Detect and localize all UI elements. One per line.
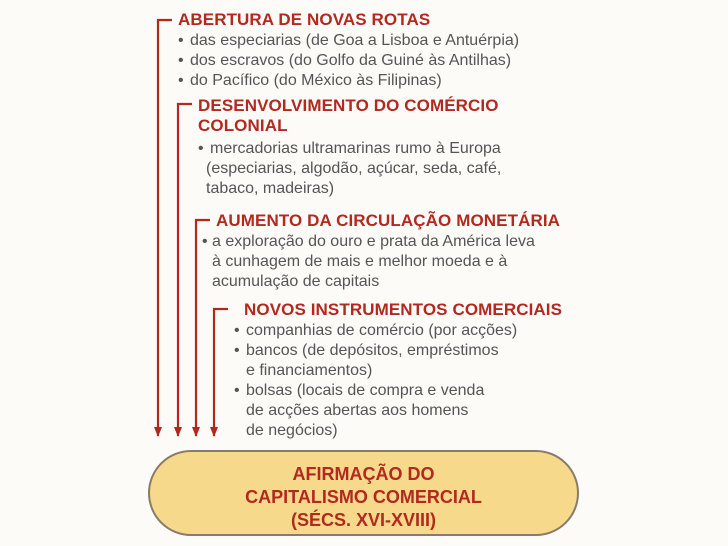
arrow-3 [196, 220, 210, 436]
section-3-bullet-line-3: acumulação de capitais [212, 273, 380, 290]
conclusion-line-1: AFIRMAÇÃO DO [292, 464, 435, 484]
section-2-title-line-1: DESENVOLVIMENTO DO COMÉRCIO [198, 96, 499, 115]
section-4-bullet-3-line-1: bolsas (locais de compra e venda [246, 382, 485, 399]
bullet-glyph: • [202, 233, 208, 250]
arrow-2 [178, 104, 192, 436]
bullet-glyph: • [178, 32, 184, 49]
section-4-title: NOVOS INSTRUMENTOS COMERCIAIS [244, 300, 563, 319]
section-4-bullet-1: companhias de comércio (por acções) [246, 322, 518, 339]
section-2-bullet-line-2: (especiarias, algodão, açúcar, seda, café, [206, 160, 502, 177]
section-1-title: ABERTURA DE NOVAS ROTAS [178, 10, 431, 29]
section-4-bullet-3-line-2: de acções abertas aos homens [246, 402, 469, 419]
section-3-bullet-line-1: a exploração do ouro e prata da América leva [212, 233, 535, 250]
section-3-bullet-line-2: à cunhagem de mais e melhor moeda e à [212, 253, 508, 270]
arrow-1 [158, 20, 172, 436]
conclusion-line-3: (SÉCS. XVI-XVIII) [290, 510, 437, 530]
conclusion-box [148, 450, 579, 536]
section-1-bullet-3: do Pacífico (do México às Filipinas) [190, 72, 442, 89]
section-2-bullet-line-1: mercadorias ultramarinas rumo à Europa [210, 140, 501, 157]
section-4-bullet-2-line-2: e financiamentos) [246, 362, 373, 379]
section-2-title-line-2: COLONIAL [198, 116, 288, 135]
bullet-glyph: • [178, 52, 184, 69]
bullet-glyph: • [198, 140, 204, 157]
bullet-glyph: • [234, 342, 240, 359]
section-4-bullet-3-line-3: de negócios) [246, 422, 338, 439]
bullet-glyph: • [234, 322, 240, 339]
section-3-title: AUMENTO DA CIRCULAÇÃO MONETÁRIA [216, 211, 561, 230]
section-2-bullet-line-3: tabaco, madeiras) [206, 180, 335, 197]
section-1-bullet-1: das especiarias (de Goa a Lisboa e Antuérpia) [190, 32, 520, 49]
bullet-glyph: • [234, 382, 240, 399]
section-4-bullet-2-line-1: bancos (de depósitos, empréstimos [246, 342, 499, 359]
arrow-4 [214, 309, 228, 436]
section-1-bullet-2: dos escravos (do Golfo da Guiné às Antilhas) [190, 52, 512, 69]
bullet-glyph: • [178, 72, 184, 89]
conclusion-line-2: CAPITALISMO COMERCIAL [245, 487, 482, 507]
